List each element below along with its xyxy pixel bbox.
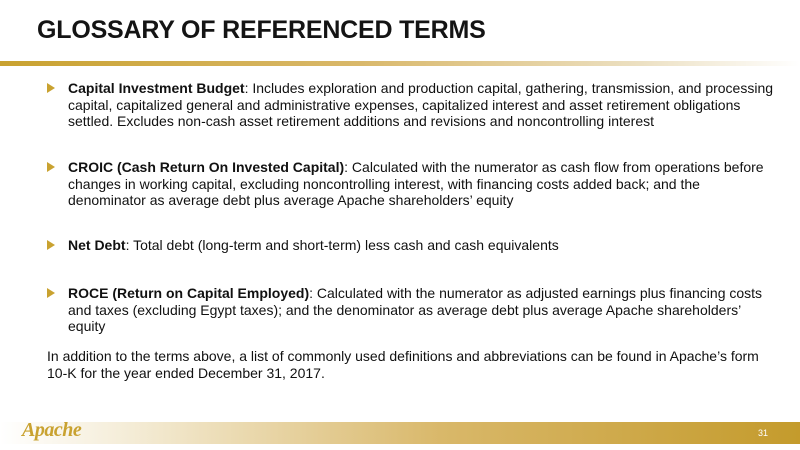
glossary-item-roce <box>47 285 777 335</box>
glossary-item-net-debt <box>47 237 777 254</box>
glossary-definition: : Calculated with the numerator as adjusted earnings plus financing costs and taxes (excluding Egypt taxes); and the denominator as average debt plus average Apache shareholders’ equity <box>68 285 763 334</box>
glossary-item-croic <box>47 159 777 209</box>
glossary-item-text <box>68 159 777 209</box>
footer-band <box>0 422 800 444</box>
glossary-item-text <box>68 237 777 254</box>
glossary-definition: : Includes exploration and production capital, gathering, transmission, and processing capital, capitalized general and administrative expenses, capitalized interest and asset retirement obligations settled. Excludes non-cash asset retirement additions and revisions and noncontrolling interest <box>68 80 774 129</box>
glossary-term: CROIC (Cash Return On Invested Capital) <box>68 159 345 175</box>
page-number: 31 <box>757 428 768 438</box>
page-title: GLOSSARY OF REFERENCED TERMS <box>37 16 486 44</box>
glossary-definition: : Calculated with the numerator as cash flow from operations before changes in working capital, excluding noncontrolling interest, with financing costs added back; and the denominator as average debt plus average Apache shareholders’ equity <box>68 159 764 208</box>
triangle-bullet-icon <box>47 240 55 250</box>
glossary-item-text <box>68 80 777 130</box>
glossary-item-text <box>68 285 777 335</box>
apache-logo: Apache <box>22 419 82 441</box>
triangle-bullet-icon <box>47 83 55 93</box>
closing-note: In addition to the terms above, a list of commonly used definitions and abbreviations can be found in Apache’s form 10-K for the year ended December 31, 2017. <box>47 348 759 381</box>
glossary-definition: : Total debt (long-term and short-term) less cash and cash equivalents <box>125 237 559 253</box>
triangle-bullet-icon <box>47 162 55 172</box>
title-divider <box>0 61 800 66</box>
triangle-bullet-icon <box>47 288 55 298</box>
glossary-term: ROCE (Return on Capital Employed) <box>68 285 310 301</box>
glossary-term: Net Debt <box>68 237 126 253</box>
glossary-item-capital-investment-budget <box>47 80 777 130</box>
glossary-term: Capital Investment Budget <box>68 80 245 96</box>
